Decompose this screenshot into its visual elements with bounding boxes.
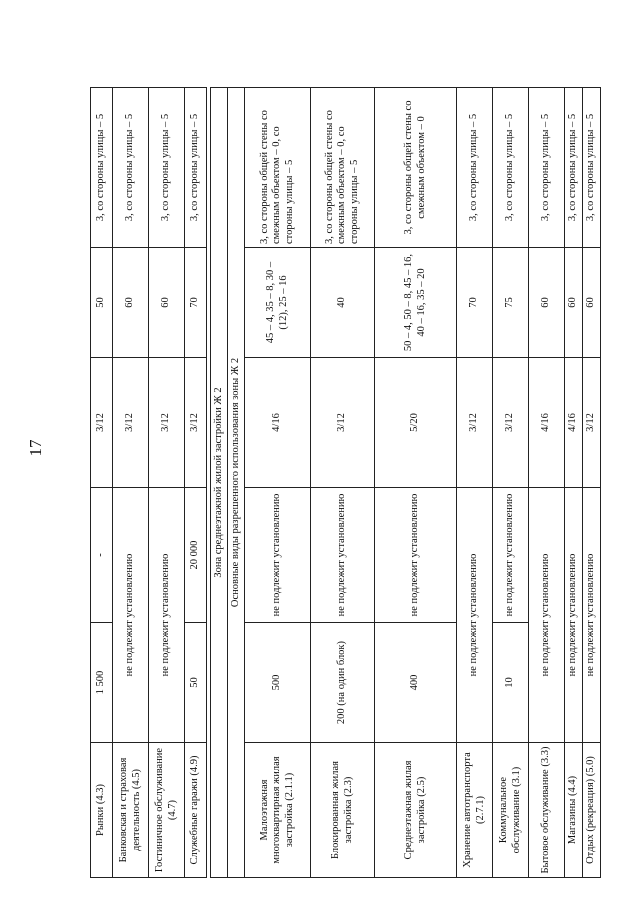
max-area-cell: не подлежит установлению: [311, 488, 375, 623]
floors-cell: 5/20: [375, 358, 457, 488]
use-name-cell: Блокированная жилая застройка (2.3): [311, 743, 375, 878]
zone-title: Зона среднеэтажной жилой застройки Ж 2: [211, 88, 228, 878]
section-title-row: [228, 88, 245, 878]
floors-cell: 4/16: [245, 358, 311, 488]
area-merged-cell: не подлежит установлению: [583, 488, 601, 743]
floors-cell: 3/12: [91, 358, 113, 488]
min-area-cell: 1 500: [91, 623, 113, 743]
use-name-cell: Банковская и страховая деятельность (4.5): [113, 743, 149, 878]
coverage-cell: 70: [457, 248, 493, 358]
indent-cell: 3, со стороны улицы – 5: [529, 88, 565, 248]
floors-cell: 4/16: [565, 358, 583, 488]
min-area-cell: 50: [185, 623, 207, 743]
table-row: [493, 88, 529, 878]
floors-cell: 3/12: [583, 358, 601, 488]
coverage-cell: 50 – 4, 50 – 8, 45 – 16, 40 – 16, 35 – 20: [375, 248, 457, 358]
table-row: [529, 88, 565, 878]
indent-cell: 3, со стороны общей стены со смежным объектом – 0, со стороны улицы – 5: [245, 88, 311, 248]
indent-cell: 3, со стороны улицы – 5: [149, 88, 185, 248]
coverage-cell: 60: [149, 248, 185, 358]
use-name-cell: Служебные гаражи (4.9): [185, 743, 207, 878]
area-merged-cell: не подлежит установлению: [529, 488, 565, 743]
max-area-cell: не подлежит установлению: [375, 488, 457, 623]
table-row: [185, 88, 207, 878]
min-area-cell: 500: [245, 623, 311, 743]
indent-cell: 3, со стороны улицы – 5: [185, 88, 207, 248]
area-merged-cell: не подлежит установлению: [565, 488, 583, 743]
min-area-cell: 10: [493, 623, 529, 743]
indent-cell: 3, со стороны улицы – 5: [493, 88, 529, 248]
area-merged-cell: не подлежит установлению: [457, 488, 493, 743]
max-area-cell: -: [91, 488, 113, 623]
floors-cell: 3/12: [457, 358, 493, 488]
floors-cell: 3/12: [149, 358, 185, 488]
table-row: [311, 88, 375, 878]
use-name-cell: Отдых (рекреация) (5.0): [583, 743, 601, 878]
indent-cell: 3, со стороны общей стены со смежным объектом – 0: [375, 88, 457, 248]
table-row: [583, 88, 601, 878]
indent-cell: 3, со стороны улицы – 5: [457, 88, 493, 248]
coverage-cell: 60: [565, 248, 583, 358]
floors-cell: 4/16: [529, 358, 565, 488]
coverage-cell: 60: [529, 248, 565, 358]
use-name-cell: Хранение автотранспорта (2.7.1): [457, 743, 493, 878]
use-name-cell: Коммунальное обслуживание (3.1): [493, 743, 529, 878]
indent-cell: 3, со стороны улицы – 5: [113, 88, 149, 248]
section-title: Основные виды разрешенного использования зоны Ж 2: [228, 88, 245, 878]
use-name-cell: Малоэтажная многоквартирная жилая застройка (2.1.1): [245, 743, 311, 878]
coverage-cell: 40: [311, 248, 375, 358]
coverage-cell: 75: [493, 248, 529, 358]
max-area-cell: 20 000: [185, 488, 207, 623]
table-row: [91, 88, 113, 878]
coverage-cell: 50: [91, 248, 113, 358]
indent-cell: 3, со стороны улицы – 5: [583, 88, 601, 248]
max-area-cell: не подлежит установлению: [245, 488, 311, 623]
indent-cell: 3, со стороны улицы – 5: [91, 88, 113, 248]
floors-cell: 3/12: [493, 358, 529, 488]
indent-cell: 3, со стороны общей стены со смежным объектом – 0, со стороны улицы – 5: [311, 88, 375, 248]
use-name-cell: Бытовое обслуживание (3.3): [529, 743, 565, 878]
use-name-cell: Рынки (4.3): [91, 743, 113, 878]
coverage-cell: 45 – 4, 35 – 8, 30 – (12), 25 – 16: [245, 248, 311, 358]
indent-cell: 3, со стороны улицы – 5: [565, 88, 583, 248]
floors-cell: 3/12: [311, 358, 375, 488]
zone-title-row: [211, 88, 228, 878]
min-area-cell: 200 (на один блок): [311, 623, 375, 743]
table-row: [565, 88, 583, 878]
zoning-table: [90, 88, 597, 878]
use-name-cell: Среднеэтажная жилая застройка (2.5): [375, 743, 457, 878]
page-number: 17: [26, 439, 45, 457]
coverage-cell: 60: [583, 248, 601, 358]
use-name-cell: Гостиничное обслуживание (4.7): [149, 743, 185, 878]
table-row: [457, 88, 493, 878]
min-area-cell: 400: [375, 623, 457, 743]
table-row: [149, 88, 185, 878]
coverage-cell: 70: [185, 248, 207, 358]
area-merged-cell: не подлежит установлению: [113, 488, 149, 743]
area-merged-cell: не подлежит установлению: [149, 488, 185, 743]
coverage-cell: 60: [113, 248, 149, 358]
floors-cell: 3/12: [185, 358, 207, 488]
use-name-cell: Магазины (4.4): [565, 743, 583, 878]
max-area-cell: не подлежит установлению: [493, 488, 529, 623]
floors-cell: 3/12: [113, 358, 149, 488]
table-row: [245, 88, 311, 878]
table-row: [113, 88, 149, 878]
table-row: [375, 88, 457, 878]
